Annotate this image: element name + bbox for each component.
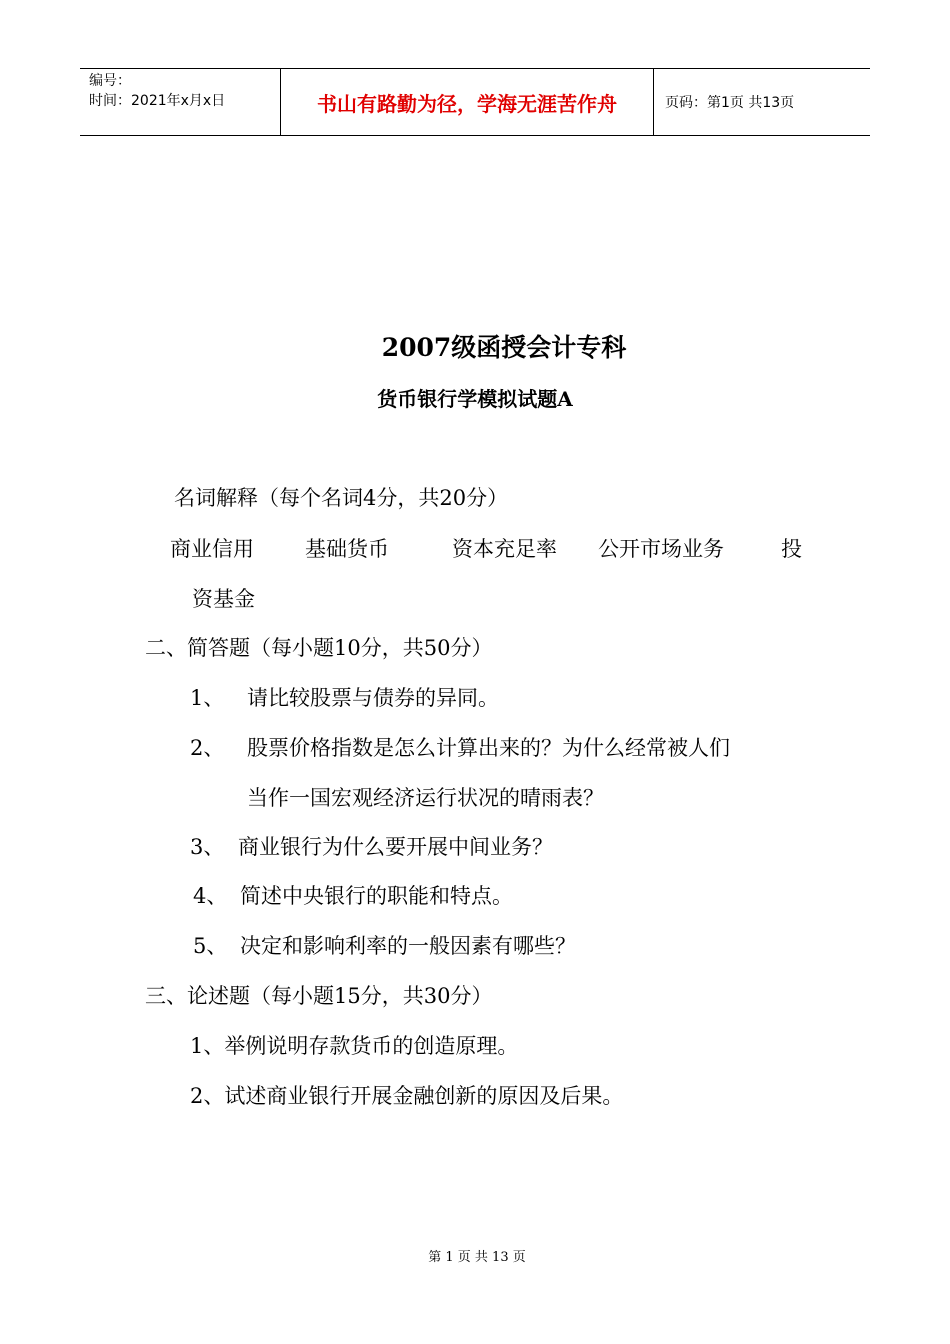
q3-2: 2、试述商业银行开展金融创新的原因及后果。 [190,1084,624,1108]
term-2: 基础货币 [305,537,389,561]
header-page-info: 页码：第1页 共13页 [665,95,795,111]
term-3: 资本充足率 [452,537,557,561]
q2-2-num: 2、 [190,736,225,760]
q2-5: 决定和影响利率的一般因素有哪些？ [240,934,576,958]
q2-5-num: 5、 [193,934,228,958]
term-1: 商业信用 [170,537,254,561]
q2-1: 请比较股票与债券的异同。 [247,686,499,710]
header-meta [80,69,280,135]
doc-subtitle: 货币银行学模拟试题A [377,387,573,411]
page-header [80,68,870,136]
q2-2a: 股票价格指数是怎么计算出来的？为什么经常被人们 [247,736,730,760]
section1-heading: 名词解释（每个名词4分，共20分） [174,486,509,510]
q2-3-num: 3、 [190,835,225,859]
section2-heading: 二、简答题（每小题10分，共50分） [145,636,493,660]
page-footer: 第 1 页 共 13 页 [428,1250,526,1265]
section3-heading: 三、论述题（每小题15分，共30分） [145,984,493,1008]
q2-4-num: 4、 [193,884,228,908]
time-label: 时间：2021年x月x日 [89,93,226,109]
term-5: 投 [781,537,802,561]
q2-1-num: 1、 [190,686,225,710]
code-label: 编号： [89,73,131,89]
header-motto: 书山有路勤为径，学海无涯苦作舟 [280,69,654,135]
q3-1: 1、举例说明存款货币的创造原理。 [190,1034,519,1058]
q2-3: 商业银行为什么要开展中间业务？ [238,835,553,859]
q2-2b: 当作一国宏观经济运行状况的晴雨表？ [247,786,604,810]
doc-title: 2007级函授会计专科 [381,333,627,362]
term-4: 公开市场业务 [598,537,724,561]
term-5-cont: 资基金 [192,587,255,611]
q2-4: 简述中央银行的职能和特点。 [240,884,513,908]
